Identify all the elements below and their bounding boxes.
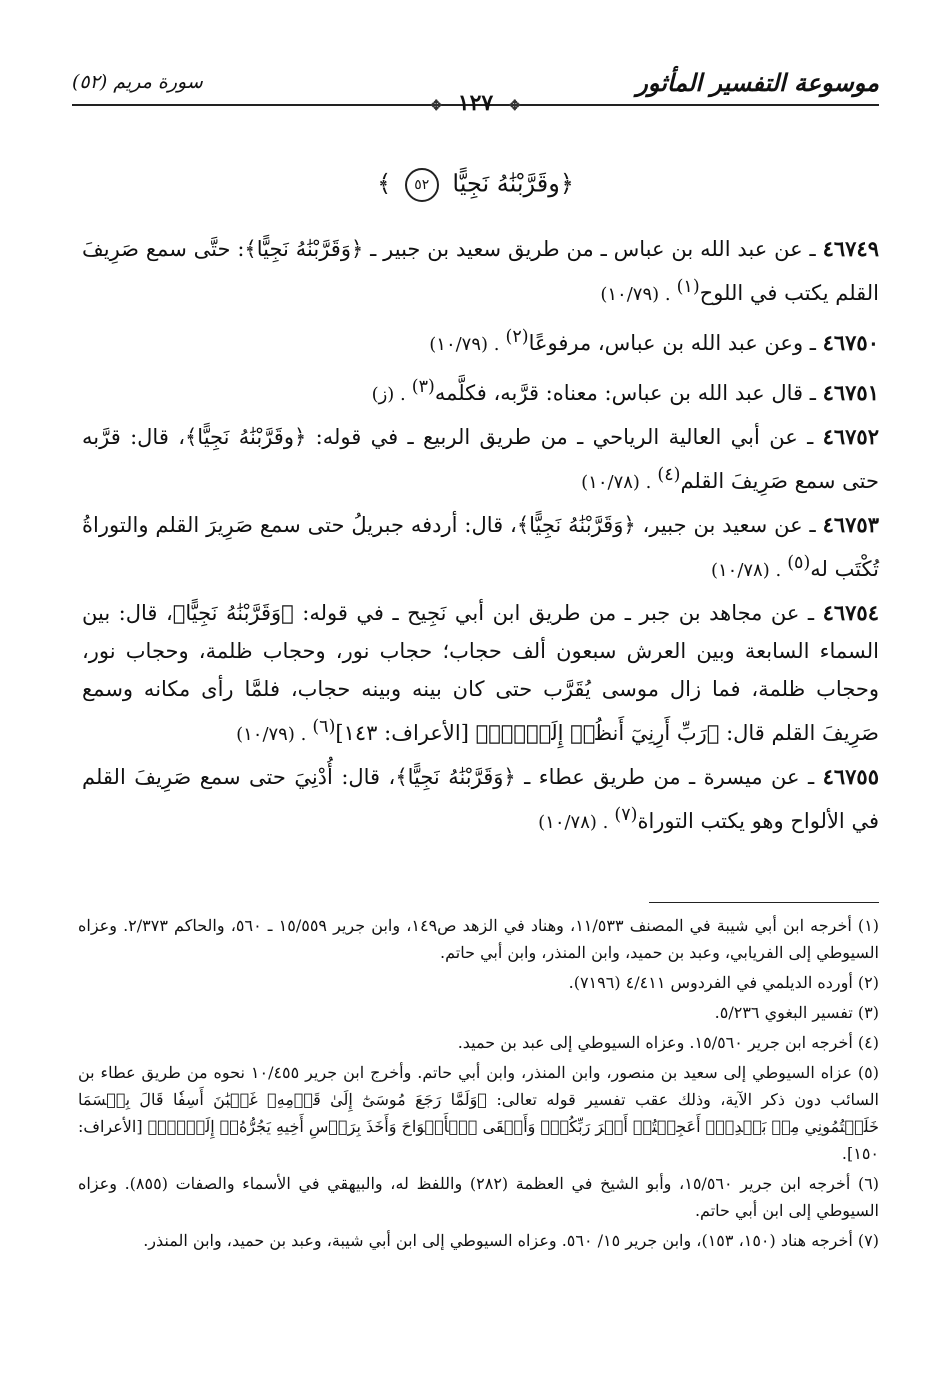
list-item: [82, 318, 879, 364]
list-item: [82, 594, 879, 754]
entry-text: ـ عن مجاهد بن جبر ـ من طريق ابن أبي نَجِيح ـ في قوله: ﴿وَقَرَّبْنَٰهُ نَجِيًّا﴾، قال: بين السماء السابعة وبين العرش سبعون ألف حجاب؛ حجاب نور، وحجاب ظلمة، وحجاب نور، وحجاب ظلمة، فما زال موسى يُقَرَّب حتى كان بينه وبينه حجاب، فلمَّا رأى مكانه وسمع صَرِيفَ القلم قال: ﴿رَبِّ أَرِنِيٓ أَنظُرۡ إِلَيۡكَۚ﴾ [الأعراف: ١٤٣]: [82, 601, 879, 745]
page-number: ١٢٧: [457, 90, 494, 116]
ornament-icon: ✥: [508, 98, 521, 114]
list-item: [82, 418, 879, 502]
entry-number: ٤٦٧٥٥: [822, 764, 879, 789]
footnote: (٢) أورده الديلمي في الفردوس ٤/٤١١ (٧١٩٦).: [568, 973, 879, 992]
ornament-icon: ✥: [430, 98, 443, 114]
entry-text: ـ عن ميسرة ـ من طريق عطاء ـ ﴿وَقَرَّبْنَٰهُ نَجِيًّا﴾، قال: أُدْنِيَ حتى سمع صَرِيفَ القلم في الألواح وهو يكتب التوراة: [82, 765, 879, 833]
entry-number: ٤٦٧٥٢: [822, 424, 879, 449]
footnote-marker: (٤): [657, 465, 681, 485]
entry-text: ـ وعن عبد الله بن عباس، مرفوعًا: [528, 331, 823, 355]
entry-reference: . (١٠/٧٨): [581, 472, 652, 493]
entry-reference: . (١٠/٧٨): [710, 560, 782, 581]
footnote-marker: (٢): [505, 327, 529, 347]
running-surah: سورة مريم (٥٢): [72, 71, 203, 93]
footnote-marker: (٣): [411, 377, 435, 397]
footnote-marker: (٧): [614, 805, 638, 825]
list-item: [82, 758, 879, 842]
footnote-marker: (١): [676, 277, 700, 297]
entry-text: ـ عن أبي العالية الرياحي ـ من طريق الربيع ـ في قوله: ﴿وقَرَّبْنَٰهُ نَجِيًّا﴾، قال: قرَّبه حتى سمع صَرِيفَ القلم: [82, 425, 879, 493]
list-item: [82, 368, 879, 414]
footnote: (٤) أخرجه ابن جرير ١٥/٥٦٠. وعزاه السيوطي إلى عبد بن حميد.: [457, 1033, 879, 1052]
footnote-divider: [649, 902, 879, 903]
entry-number: ٤٦٧٥٠: [822, 330, 879, 355]
footnote: (٣) تفسير البغوي ٥/٢٣٦.: [714, 1003, 879, 1022]
running-title: موسوعة التفسير المأثور: [636, 67, 879, 97]
entry-reference: . (١٠/٧٩): [600, 284, 671, 305]
entry-reference: . (ز): [371, 384, 406, 405]
entry-reference: . (١٠/٧٨): [538, 812, 609, 833]
list-item: [82, 230, 879, 314]
verse-heading-close: ﴾: [377, 169, 392, 198]
footnote: (٦) أخرجه ابن جرير ١٥/٥٦٠، وأبو الشيخ في العظمة (٢٨٢) واللفظ له، والبيهقي في الأسماء والصفات (٨٥٥). وعزاه السيوطي إلى ابن أبي حاتم.: [78, 1174, 880, 1220]
entry-number: ٤٦٧٥١: [822, 380, 879, 405]
footnote: (٥) عزاه السيوطي إلى سعيد بن منصور، وابن المنذر، وابن أبي حاتم. وأخرج ابن جرير ١٠/٤٥٥ نحوه من طريق عطاء بن السائب دون ذكر الآية، وذلك عقب تفسير قوله تعالى: ﴿وَلَمَّا رَجَعَ مُوسَىٰٓ إِلَىٰ قَوۡمِهِۦ غَضۡبَٰنَ أَسِفٗا قَالَ بِئۡسَمَا خَلَفۡتُمُونِي مِنۢ بَعۡدِيٓۖ أَعَجِلۡتُمۡ أَمۡرَ رَبِّكُمۡۖ وَأَلۡقَى ٱلۡأَلۡوَاحَ وَأَخَذَ بِرَأۡسِ أَخِيهِ يَجُرُّهُۥٓ إِلَيۡهِۚ﴾ [الأعراف: ١٥٠].: [78, 1063, 880, 1163]
entry-text: ـ عن سعيد بن جبير، ﴿وَقَرَّبْنَٰهُ نَجِيًّا﴾، قال: أردفه جبريلُ حتى سمع صَرِيرَ القلم والتوراةُ تُكْتَب له: [82, 513, 879, 581]
verse-number-icon: ٥٢: [405, 168, 439, 202]
entry-text: ـ عن عبد الله بن عباس ـ من طريق سعيد بن جبير ـ ﴿وَقَرَّبْنَٰهُ نَجِيًّا﴾: حتَّى سمع صَرِيفَ القلم يكتب في اللوح: [82, 237, 879, 305]
entry-number: ٤٦٧٥٣: [822, 512, 879, 537]
verse-heading-text: ﴿وقَرَّبْنَٰهُ نَجِيًّا: [452, 169, 574, 198]
entry-reference: . (١٠/٧٩): [236, 724, 307, 745]
entry-number: ٤٦٧٤٩: [822, 236, 879, 261]
footnotes: [78, 912, 879, 1257]
page-number-row: [0, 90, 951, 116]
footnote-marker: (٥): [787, 553, 811, 573]
footnote: (٧) أخرجه هناد (١٥٠، ١٥٣)، وابن جرير ١٥/ ٥٦٠. وعزاه السيوطي إلى ابن أبي شيبة، وعبد بن حميد، وابن المنذر.: [143, 1231, 879, 1250]
entry-reference: . (١٠/٧٩): [429, 334, 500, 355]
list-item: [82, 506, 879, 590]
entry-text: ـ قال عبد الله بن عباس: معناه: قرَّبه، فكلَّمه: [434, 381, 823, 405]
entry-number: ٤٦٧٥٤: [822, 600, 879, 625]
footnote-marker: (٦): [312, 717, 336, 737]
footnote: (١) أخرجه ابن أبي شيبة في المصنف ١١/٥٣٣، وهناد في الزهد ص١٤٩، وابن جرير ١٥/٥٥٩ ـ ٥٦٠، والحاكم ٢/٣٧٣. وعزاه السيوطي إلى الفريابي، وعبد بن حميد، وابن المنذر، وابن أبي حاتم.: [78, 916, 880, 962]
entries-list: [82, 230, 879, 846]
verse-heading: [0, 168, 951, 202]
